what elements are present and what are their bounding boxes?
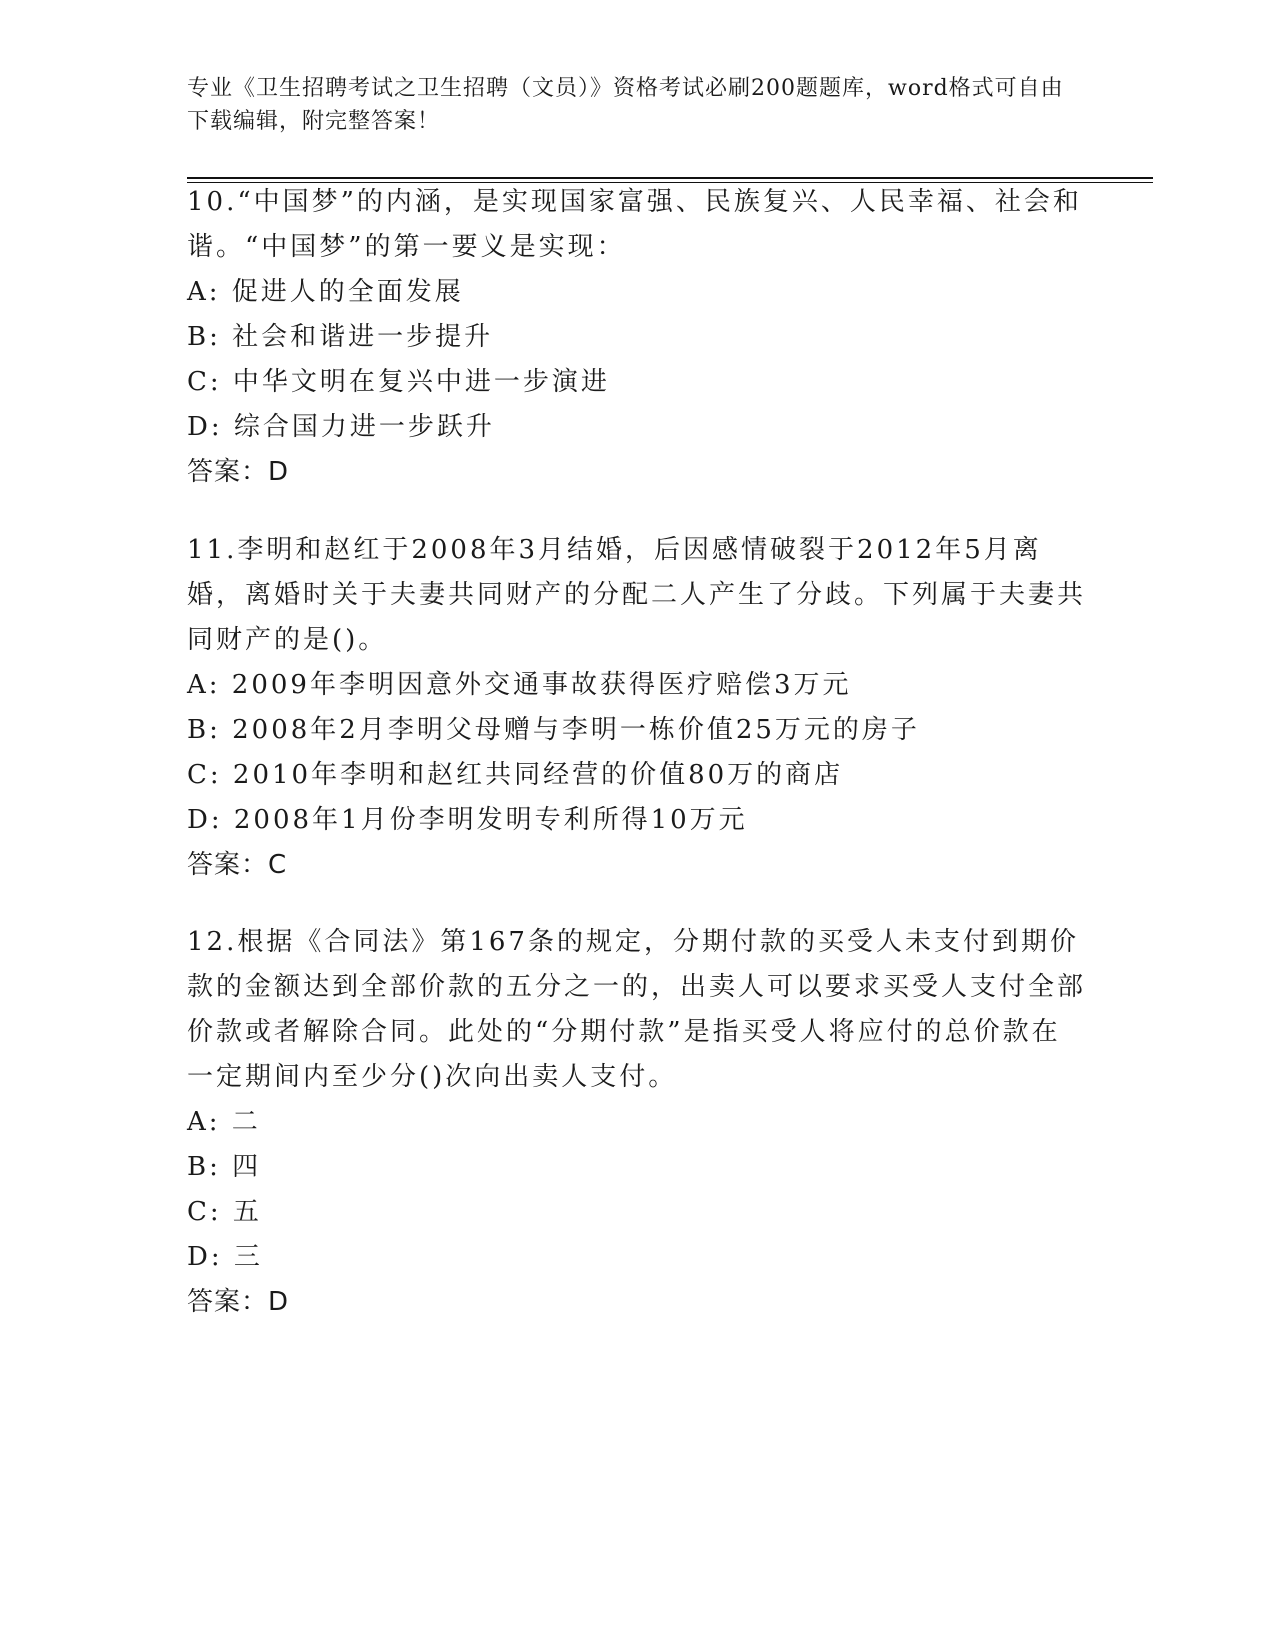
- option-d: D: 综合国力进一步跃升: [187, 412, 495, 442]
- option-d: D: 2008年1月份李明发明专利所得10万元: [187, 805, 748, 835]
- question-stem: 10.“中国梦”的内涵，是实现国家富强、民族复兴、人民幸福、社会和谐。“中国梦”的第一要义是实现：: [187, 187, 1082, 262]
- option-b: B: 社会和谐进一步提升: [187, 322, 494, 352]
- header-divider-thick: [187, 177, 1153, 179]
- option-a: A: 二: [187, 1107, 261, 1137]
- question-10: [187, 180, 1087, 495]
- question-12: [187, 920, 1087, 1325]
- option-d: D: 三: [187, 1242, 263, 1272]
- question-stem: 12.根据《合同法》第167条的规定，分期付款的买受人未支付到期价款的金额达到全部价款的五分之一的，出卖人可以要求买受人支付全部价款或者解除合同。此处的“分期付款”是指买受人将应付的总价款在一定期间内至少分()次向出卖人支付。: [187, 927, 1087, 1092]
- option-b: B: 2008年2月李明父母赠与李明一栋价值25万元的房子: [187, 715, 920, 745]
- question-11: [187, 528, 1087, 888]
- option-c: C: 2010年李明和赵红共同经营的价值80万的商店: [187, 760, 844, 790]
- option-c: C: 中华文明在复兴中进一步演进: [187, 367, 610, 397]
- option-a: A: 促进人的全面发展: [187, 277, 464, 307]
- document-header: 专业《卫生招聘考试之卫生招聘（文员）》资格考试必刷200题题库，word格式可自由下载编辑，附完整答案！: [187, 76, 1064, 134]
- option-c: C: 五: [187, 1197, 262, 1227]
- answer: 答案：D: [187, 1287, 290, 1317]
- option-b: B: 四: [187, 1152, 262, 1182]
- option-a: A: 2009年李明因意外交通事故获得医疗赔偿3万元: [187, 670, 852, 700]
- answer: 答案：C: [187, 850, 288, 880]
- answer: 答案：D: [187, 457, 290, 487]
- question-stem: 11.李明和赵红于2008年3月结婚，后因感情破裂于2012年5月离婚，离婚时关于夫妻共同财产的分配二人产生了分歧。下列属于夫妻共同财产的是()。: [187, 535, 1087, 655]
